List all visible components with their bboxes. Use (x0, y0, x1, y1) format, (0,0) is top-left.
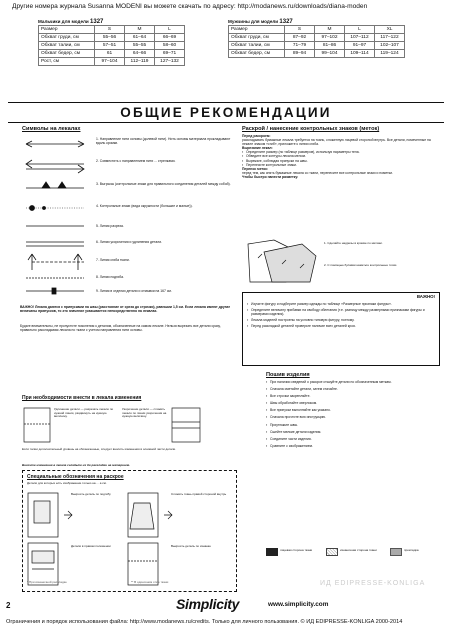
layout-fabric-1-icon (28, 493, 58, 537)
men-table-cell: 99–104 (315, 50, 345, 58)
women-table-cell: 55–55 (125, 42, 155, 50)
marking-bullet-2: ▪ Обведите все контуры лекала мелом. (242, 154, 440, 158)
height-mark-icon (26, 288, 84, 294)
men-table-cell: 119–124 (375, 50, 405, 58)
layout-label-4: Выкроить деталь по изнанке (171, 544, 211, 548)
important-box (242, 292, 440, 366)
download-header: Другие номера журнала Susanna MODENI вы можете скачать по адресу: http://modanews.ru/downloads/diana-moden (12, 3, 368, 10)
marking-text-c: перед тем, как снять бумажные лекала со ткани, перенесите все контрольные знаки и пометки. (242, 170, 394, 175)
women-header-cell: M (125, 26, 155, 34)
layout-label-1: Выкроить деталь по подгибу (71, 492, 111, 496)
women-table-cell: Обхват груди, см (39, 34, 95, 42)
shorten-pattern-icon (172, 408, 200, 442)
size-table-left-model: 1327 (90, 19, 104, 25)
page-number: 2 (6, 601, 11, 610)
marking-text-panel (242, 134, 440, 234)
women-table-cell: 58–60 (155, 42, 185, 50)
fabric-legend (266, 548, 440, 578)
layout-sub: Детали для которых есть изображение только на ... а см. (27, 481, 107, 485)
men-table-cell: 117–122 (375, 34, 405, 42)
sewing-title: Пошив изделия (266, 372, 310, 378)
cut-final-note: Вносите изменения в лекала сгладьте их до раскладки на материале. (22, 463, 131, 467)
men-table-cell: Обхват талии, см (229, 42, 285, 50)
lengthen-text: Удлинение детали — разрезать лекало по нужной линии, раздвинуть на нужную величину. (54, 407, 114, 419)
women-table-row (39, 50, 185, 58)
women-table-cell: 55–56 (95, 34, 125, 42)
marking-bullet-1: ▪ Определите размер (по таблице размеров), используя параметры тела. (242, 150, 440, 154)
marking-title: Раскрой / нанесение контрольных знаков (меток) (242, 126, 380, 132)
shorten-text: Укорочение детали — сложить лекало по линии укорочения на нужную величину. (122, 407, 167, 419)
men-table-cell: 89–94 (285, 50, 315, 58)
layout-fabric-4-icon (128, 543, 158, 585)
layout-footnote-1: * При изнаночной раскладке (27, 580, 67, 584)
grain-arrow-icon (26, 141, 84, 147)
layout-label-2: Сложить ткань правой стороной внутрь (171, 492, 227, 496)
sewing-bullet-1: ▪ При наличии сведений о раскрое стыкуйте детали по обозначенным меткам. (266, 380, 440, 384)
men-header-cell: S (285, 26, 315, 34)
symbol-item-8: 8. Линии подгиба. (96, 275, 124, 279)
sewing-bullet-4: ▪ Швы обработайте оверлоком. (266, 401, 440, 405)
size-table-right (228, 25, 405, 58)
men-header-cell: XL (375, 26, 405, 34)
symbols-important-note: ВАЖНО! Лекала даются с припусками на швы (расстояние от среза до строчки), равными 1,5 см. Если лекала имеют другие величины припусков, то это значение указывается непосредственно на лекалах. (20, 305, 231, 314)
lengthen-shorten-icon (26, 242, 84, 246)
layout-label-3: Детали в правом положении (71, 544, 111, 548)
fold-line-icon (28, 254, 84, 270)
marking-sub-b: Вырезание лекал: (242, 146, 273, 151)
important-bullet-3: ▪ Лекала моделей построены на условно типовую фигуру, поэтому. (247, 318, 435, 322)
layout-panel (22, 470, 237, 592)
women-table-cell: 127–132 (155, 58, 185, 66)
women-header-cell: L (155, 26, 185, 34)
symbol-item-7: 7. Линия сгиба ткани. (96, 258, 130, 262)
women-table-cell: 97–104 (95, 58, 125, 66)
layout-fabric-2-icon (28, 543, 58, 585)
important-bullet-1: ▪ Изучите фигуру и подберите размер одежды по таблице «Размерные признаки фигуры». (247, 302, 435, 306)
women-table-row (39, 58, 185, 66)
men-table-row (229, 34, 405, 42)
symbols-panel (20, 136, 236, 376)
men-table-cell: 71–79 (285, 42, 315, 50)
sewing-bullet-9: ▪ Соедините части изделия. (266, 437, 440, 441)
marking-step-1: 1. Сделайте надрезы в кромке по меткам. (324, 241, 383, 245)
men-table-row (229, 42, 405, 50)
section-title: ОБЩИЕ РЕКОМЕНДАЦИИ (120, 105, 332, 120)
brand-url[interactable]: www.simplicity.com (268, 601, 329, 608)
marking-sub-c: Перенос меток: (242, 166, 269, 171)
men-header-cell: Размер (229, 26, 285, 34)
men-table-cell: Обхват бедер, см (229, 50, 285, 58)
important-list (247, 302, 435, 328)
layout-title: Специальные обозначения на раскрое (27, 474, 124, 480)
marking-sub-a: Перед раскроем: (242, 134, 271, 138)
size-table-left (38, 25, 185, 66)
section-rule-bottom (8, 122, 444, 123)
marking-diagram (244, 238, 320, 286)
legend-label-interfacing: прокладка (404, 548, 419, 552)
legal-notice: Ограничения и порядок использования файла: http://www.modanews.ru/credits. Только для личного пользования. © ИД EDIPRESSE-KONLIGA 2000-2014 (6, 619, 403, 625)
sewing-bullet-10: ▪ Сравните с изображением. (266, 444, 440, 448)
cut-warning: Если талии дополнительный уровень на обозначенные, следует вносить изменения в основной части детали. (22, 447, 177, 451)
sewing-bullet-2: ▪ Сначала сметайте детали, затем стачайте. (266, 387, 440, 391)
circle-markers-icon (26, 205, 84, 210)
men-table-cell: 91–97 (345, 42, 375, 50)
layout-diagrams (26, 489, 234, 589)
legend-swatch-interfacing (390, 548, 402, 556)
marking-sub-d: Чтобы быстро нанести разметку: (242, 174, 299, 179)
layout-footnote-2: ** В одиночном слое ткани (131, 580, 169, 584)
marking-step-2: 2. С помощью булавки наметьте контрольные точки. (324, 263, 398, 267)
important-title: ВАЖНО! (416, 294, 435, 299)
men-table-cell: 81–86 (315, 42, 345, 50)
symbols-note-text: Будьте внимательны, не пропустите пояснения к деталям, обозначенные на самом лекале. Нельзя вырезать все детали сразу, правильно раскладывая лекала по ткани с учетом направления нити основы. (20, 324, 221, 333)
men-table-cell: 109–114 (345, 50, 375, 58)
marking-bullet-3: ▪ Вырежьте, соблюдая припуски на швы. (242, 159, 440, 163)
symbol-item-5: 5. Линия разреза. (96, 224, 124, 228)
symbol-item-1: 1. Направление нити основы (долевой нити). Нить основы материала прокладывают вдоль кромки. (96, 137, 231, 146)
sewing-bullet-6: ▪ Сначала прочтите всю инструкцию. (266, 415, 440, 419)
cut-notes-panel (22, 404, 234, 460)
sewing-bullet-7: ▪ Приутюжьте швы. (266, 423, 440, 427)
size-table-right-model: 1327 (279, 19, 293, 25)
symbol-item-9: 9. Линия в отделки детали и отмывки на 167 см. (96, 289, 172, 293)
size-table-right-block (228, 19, 405, 58)
men-header-cell: M (315, 26, 345, 34)
men-header-row (229, 26, 405, 34)
legend-swatch-face (266, 548, 278, 556)
women-table-cell: 61–64 (125, 34, 155, 42)
notch-icon (26, 182, 84, 188)
section-rule-top (8, 102, 444, 103)
women-table-cell: 64–66 (125, 50, 155, 58)
women-table-cell: 66–69 (155, 34, 185, 42)
symbols-drawing (22, 136, 92, 296)
men-table-cell: Обхват груди, см (229, 34, 285, 42)
women-table-cell: 69–71 (155, 50, 185, 58)
size-table-left-block (38, 19, 185, 66)
women-header-cell: Размер (39, 26, 95, 34)
sewing-bullet-3: ▪ Все строчки закрепляйте. (266, 394, 440, 398)
men-table-cell: 87–92 (285, 34, 315, 42)
women-table-cell: 57–51 (95, 42, 125, 50)
marking-text-a: раскладывать бумажные лекала требуется на ткань, сложенную лицевой стороной внутрь. Все детали, помеченные на лекале знаком «сгиб», приложите к линии сгиба. (242, 138, 431, 147)
pattern-pinned-icon (248, 240, 316, 282)
men-table-cell: 107–112 (345, 34, 375, 42)
men-table-row (229, 50, 405, 58)
legend-label-back: изнаночная сторона ткани (340, 548, 377, 552)
symbol-item-2: 2. Совместить с направлением нити ... стрелками. (96, 159, 176, 163)
sewing-bullet-8: ▪ Сшейте мелкие детали изделия. (266, 430, 440, 434)
symbol-item-6: 6. Линии укорочения и удлинения детали. (96, 240, 163, 244)
women-table-row (39, 34, 185, 42)
symbols-title: Символы на лекалах (22, 126, 81, 132)
men-table-cell: 97–102 (315, 34, 345, 42)
sewing-bullet-5: ▪ Все припуски выполняйте как указано. (266, 408, 440, 412)
legend-label-face: лицевая сторона ткани (280, 548, 313, 552)
women-table-cell: 61 (95, 50, 125, 58)
legend-swatch-back (326, 548, 338, 556)
symbol-item-4: 4. Контрольные знаки (вида окружности (большие и малые)). (96, 204, 193, 208)
important-bullet-2: ▪ Определите величину прибавки на свободу облегания (т.е. разницу между размерными признаками фигуры и размерами изделия). (247, 308, 435, 316)
women-table-cell: 112–119 (125, 58, 155, 66)
women-header-cell: S (95, 26, 125, 34)
size-table-left-caption-text: Мальчики для модели (38, 19, 89, 24)
men-table-cell: 102–107 (375, 42, 405, 50)
align-arrows-icon (26, 160, 84, 173)
marking-bullet-4: ▪ Перенесите контрольные знаки. (242, 163, 440, 167)
important-bullet-4: ▪ Перед раскладкой деталей проверьте наличие всех деталей кроя. (247, 324, 435, 328)
women-table-cell: Обхват талии, см (39, 42, 95, 50)
women-table-row (39, 42, 185, 50)
lengthen-pattern-icon (24, 408, 50, 442)
women-table-cell: Рост, см (39, 58, 95, 66)
brand-logo: Simplicity (176, 596, 240, 612)
women-header-row (39, 26, 185, 34)
women-table-cell: Обхват бедер, см (39, 50, 95, 58)
cut-notes-title: При необходимости внести в лекала изменения (22, 395, 142, 401)
men-header-cell: L (345, 26, 375, 34)
layout-fabric-3-icon (128, 493, 158, 537)
size-table-right-caption-text: Мужчины для модели (228, 19, 279, 24)
sewing-list (266, 380, 440, 536)
symbol-item-3: 3. Выгрызы (контрольные знаки для правильного соединения деталей между собой). (96, 182, 231, 186)
watermark: ИД EDIPRESSE-KONLIGA (320, 580, 426, 587)
